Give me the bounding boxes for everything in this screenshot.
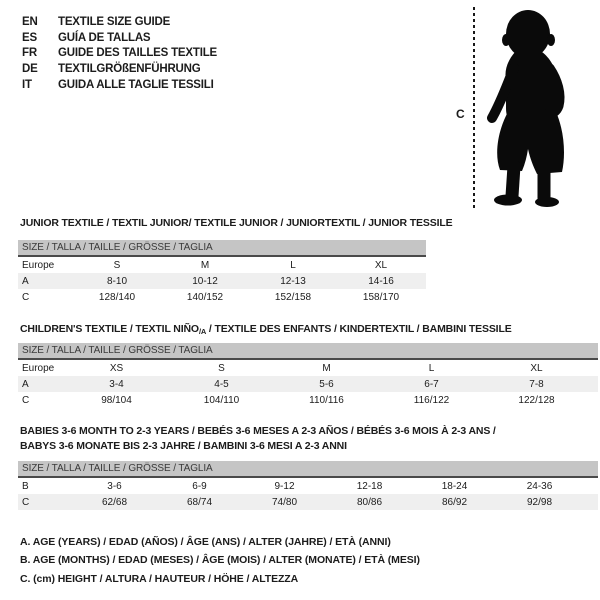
footnotes: [20, 533, 420, 588]
value-cell: 9-12: [274, 480, 295, 492]
table-row-height: [18, 289, 426, 305]
value-cell: 7-8: [529, 378, 544, 390]
value-cell: 68/74: [186, 496, 213, 508]
children-table-title: [20, 322, 512, 339]
size-header-bar: SIZE / TALLA / TAILLE / GRÖSSE / TAGLIA: [18, 461, 598, 478]
size-cell: L: [290, 259, 296, 271]
value-cell: 3-6: [107, 480, 122, 492]
row-label: Europe: [22, 259, 55, 271]
size-cell: L: [428, 362, 435, 374]
value-cell: 92/98: [526, 496, 553, 508]
size-cell: XS: [109, 362, 124, 374]
value-cell: 152/158: [274, 291, 312, 303]
children-title-part: CHILDREN'S TEXTILE / TEXTIL NIÑO: [20, 323, 199, 335]
size-header-bar: SIZE / TALLA / TAILLE / GRÖSSE / TAGLIA: [18, 343, 598, 360]
row-label: A: [22, 275, 29, 287]
value-cell: 3-4: [109, 378, 124, 390]
value-cell: 12-18: [356, 480, 383, 492]
row-label: C: [22, 496, 30, 508]
language-title: GUIDA ALLE TAGLIE TESSILI: [58, 78, 214, 91]
value-cell: 62/68: [101, 496, 128, 508]
height-measure-label: C: [456, 107, 465, 121]
value-cell: 158/170: [362, 291, 400, 303]
language-code: ES: [22, 31, 37, 44]
value-cell: 5-6: [319, 378, 334, 390]
junior-table-title: JUNIOR TEXTILE / TEXTIL JUNIOR/ TEXTILE JUNIOR / JUNIORTEXTIL / JUNIOR TESSILE: [20, 217, 453, 229]
table-row-age: [18, 273, 426, 289]
language-title: GUÍA DE TALLAS: [58, 31, 151, 44]
value-cell: 110/116: [309, 394, 344, 406]
language-code: EN: [22, 15, 38, 28]
babies-title-line2: BABYS 3-6 MONATE BIS 2-3 JAHRE / BAMBINI 3-6 MESI A 2-3 ANNI: [20, 440, 347, 452]
size-cell: M: [322, 362, 331, 374]
value-cell: 6-7: [424, 378, 439, 390]
value-cell: 8-10: [106, 275, 127, 287]
children-title-subscript: /A: [198, 327, 207, 336]
value-cell: 74/80: [271, 496, 298, 508]
language-row-de: [22, 61, 217, 77]
value-cell: 12-13: [280, 275, 306, 287]
language-row-es: [22, 30, 217, 46]
value-cell: 116/122: [413, 394, 450, 406]
table-row-months: [18, 478, 598, 494]
value-cell: 80/86: [356, 496, 383, 508]
language-code: IT: [22, 78, 32, 91]
footnote-c: C. (cm) HEIGHT / ALTURA / HAUTEUR / HÖHE / ALTEZZA: [20, 572, 299, 585]
children-table: [18, 343, 598, 408]
language-title-list: [22, 14, 217, 92]
size-cell: M: [200, 259, 210, 271]
children-title-part: / TEXTILE DES ENFANTS / KINDERTEXTIL / BAMBINI TESSILE: [206, 323, 512, 335]
size-header-bar: SIZE / TALLA / TAILLE / GRÖSSE / TAGLIA: [18, 240, 426, 257]
value-cell: 18-24: [441, 480, 468, 492]
size-cell: S: [113, 259, 121, 271]
language-title: TEXTILE SIZE GUIDE: [58, 15, 171, 28]
row-label: B: [22, 480, 29, 492]
row-label: C: [22, 394, 30, 406]
row-label: Europe: [22, 362, 55, 374]
language-code: DE: [22, 62, 38, 75]
size-cell: S: [218, 362, 225, 374]
footnote-a: A. AGE (YEARS) / EDAD (AÑOS) / ÂGE (ANS) / ALTER (JAHRE) / ETÀ (ANNI): [20, 536, 391, 548]
footnote-b: B. AGE (MONTHS) / EDAD (MESES) / ÂGE (MOIS) / ALTER (MONATE) / ETÀ (MESI): [20, 554, 420, 567]
row-label: A: [22, 378, 29, 390]
value-cell: 140/152: [186, 291, 224, 303]
height-measure-dashed-line: [473, 7, 475, 208]
value-cell: 6-9: [192, 480, 207, 492]
language-row-it: [22, 77, 217, 93]
baby-silhouette-icon: [482, 8, 578, 208]
value-cell: 24-36: [526, 480, 553, 492]
table-row-europe: [18, 257, 426, 273]
language-title: TEXTILGRÖßENFÜHRUNG: [58, 62, 201, 75]
babies-table: [18, 461, 598, 510]
value-cell: 10-12: [192, 275, 218, 287]
table-row-height: [18, 494, 598, 510]
table-row-age: [18, 376, 598, 392]
language-code: FR: [22, 47, 37, 60]
value-cell: 122/128: [518, 394, 555, 406]
babies-table-title: [20, 424, 496, 454]
size-cell: XL: [530, 362, 543, 374]
value-cell: 14-16: [368, 275, 394, 287]
value-cell: 128/140: [98, 291, 136, 303]
value-cell: 104/110: [203, 394, 240, 406]
table-row-europe: [18, 360, 598, 376]
language-title: GUIDE DES TAILLES TEXTILE: [58, 47, 217, 60]
babies-title-line1: BABIES 3-6 MONTH TO 2-3 YEARS / BEBÉS 3-6 MESES A 2-3 AÑOS / BÉBÉS 3-6 MOIS À 2-3 ANS /: [20, 425, 496, 437]
language-row-fr: [22, 45, 217, 61]
size-cell: XL: [374, 259, 388, 271]
junior-table: [18, 240, 426, 305]
table-row-height: [18, 392, 598, 408]
value-cell: 4-5: [214, 378, 229, 390]
row-label: C: [22, 291, 30, 303]
value-cell: 98/104: [101, 394, 132, 406]
value-cell: 86/92: [441, 496, 468, 508]
language-row-en: [22, 14, 217, 30]
